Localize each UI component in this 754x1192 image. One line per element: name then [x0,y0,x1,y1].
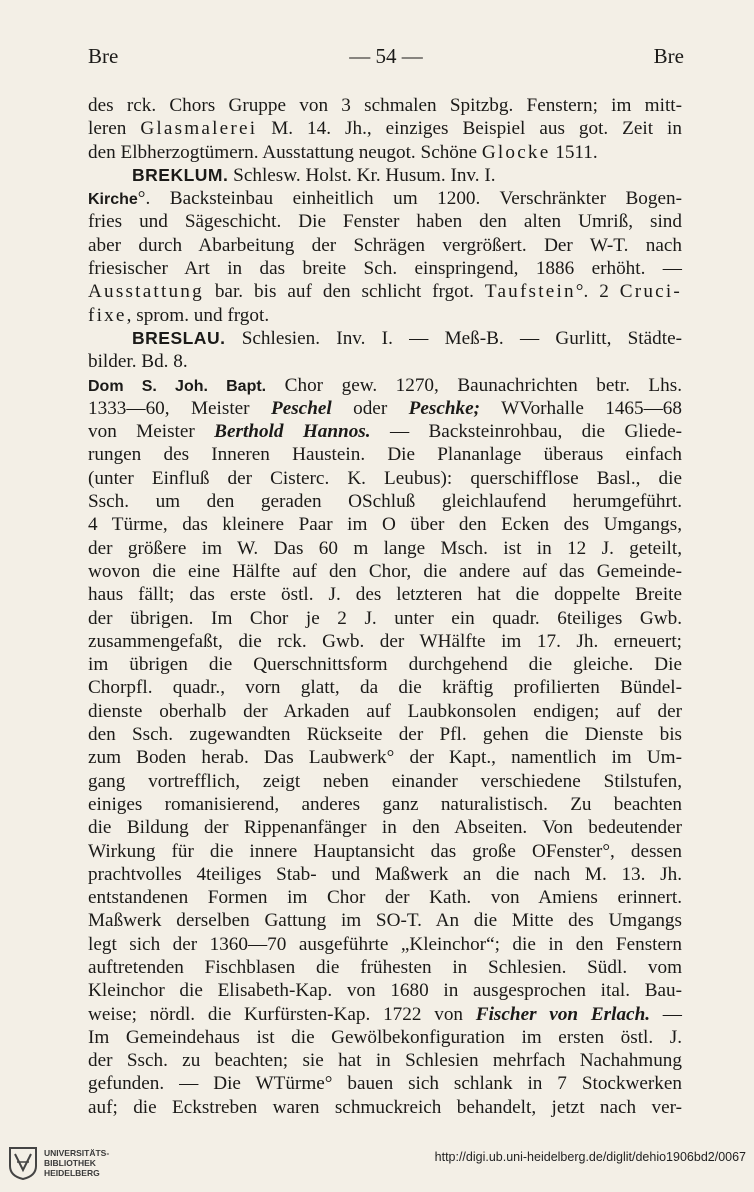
text-run: die Bildung der Rippenanfänger in den Abseiten. Von bedeutender [88,817,682,839]
text-run: (unter Einfluß der Cisterc. K. Leubus): querschifflose Basl., die [88,467,682,489]
text-run: Schlesw. Holst. Kr. Husum. Inv. I. [228,164,496,186]
text-line [88,863,682,886]
text-run: 1511. [550,141,598,163]
text-run: fries und Sägeschicht. Die Fenster haben den alten Umriß, sind [88,211,682,233]
spaced-term: Ausstattung [88,281,204,303]
text-run: , sprom. und frgot. [126,304,270,326]
text-line [88,257,682,280]
text-line [88,840,682,863]
text-line [88,117,682,140]
text-run: gang vortrefflich, zeigt neben einander verschiedene Stilstufen, [88,770,682,792]
text-run: M. 14. Jh., einziges Beispiel aus got. Zeit in [257,118,682,140]
spaced-term: Taufstein [484,281,576,303]
text-run: wovon die eine Hälfte auf den Chor, die andere auf das Gemeinde- [88,560,682,582]
artist-name: Berthold Hannos. [214,421,371,443]
text-run: weise; nördl. die Kurfürsten-Kap. 1722 von [88,1003,476,1025]
text-run: friesischer Art in das breite Sch. einspringend, 1886 erhöht. — [88,258,682,280]
text-run: rungen des Inneren Haustein. Die Plananlage überaus einfach [88,444,682,466]
text-line [88,1072,682,1095]
library-crest-icon [8,1146,38,1180]
text-line [88,723,682,746]
library-logo-text [44,1148,109,1178]
subentry-heading: Dom S. Joh. Bapt. [88,377,267,395]
text-run: des rck. Chors Gruppe von 3 schmalen Spitzbg. Fenstern; im mitt- [88,95,682,116]
text-run: Kleinchor die Elisabeth-Kap. von 1680 in ausgesprochen ital. Bau- [88,980,682,1002]
text-run: Maßwerk derselben Gattung im SO-T. An die Mitte des Umgangs [88,910,682,932]
spaced-term: Glasmalerei [140,118,258,140]
text-line [88,1003,682,1026]
text-run: der größere im W. Das 60 m lange Msch. ist in 12 J. geteilt, [88,537,682,559]
artist-name: Fischer von Erlach. [475,1003,651,1025]
text-line [88,583,682,606]
text-run: aber durch Abarbeitung der Schrägen vergrößert. Der W-T. nach [88,234,682,256]
artist-name: Peschke; [408,397,481,419]
text-line [88,816,682,839]
text-run: Wirkung für die innere Hauptansicht das große OFenster°, dessen [88,840,682,862]
text-line [88,630,682,653]
text-line [88,141,682,164]
running-head-left: Bre [88,44,119,68]
body-text [88,94,682,1119]
spaced-term: Cruci- [619,281,682,303]
text-line [88,793,682,816]
logo-line: HEIDELBERG [44,1168,100,1178]
text-run: Chorpfl. quadr., vorn glatt, da die kräftig profilierten Bündel- [88,677,682,699]
text-line [88,700,682,723]
page-footer [0,1130,754,1192]
text-line [88,187,682,210]
artist-name: Peschel [270,397,332,419]
text-run: WVorhalle 1465—68 [480,397,682,419]
text-run: 4 Türme, das kleinere Paar im O über den Ecken des Umgangs, [88,514,682,536]
text-run: °. Backsteinbau einheitlich um 1200. Verschränkter Bogen- [137,188,682,210]
text-run: Ssch. um den geraden OSchluß gleichlaufend herumgeführt. [88,491,682,513]
text-line [88,560,682,583]
text-line [88,94,682,117]
text-run: zum Boden herab. Das Laubwerk° der Kapt., namentlich im Um- [88,747,682,769]
text-line [88,490,682,513]
text-run: entstandenen Formen im Chor der Kath. von Amiens erinnert. [88,887,682,909]
page-number: — 54 — [349,44,423,68]
text-run: °. 2 [575,281,620,303]
text-run: oder [331,397,409,419]
running-head-right: Bre [653,44,684,68]
text-line [88,537,682,560]
logo-line: BIBLIOTHEK [44,1158,96,1168]
text-run: der Ssch. zu beachten; sie hat in Schlesien mehrfach Nachahmung [88,1050,682,1072]
text-run: Im Gemeindehaus ist die Gewölbekonfiguration im ersten östl. J. [88,1026,682,1048]
text-line [88,979,682,1002]
text-run: von Meister [88,421,215,443]
text-run: dienste oberhalb der Arkaden auf Laubkonsolen endigen; auf der [88,700,682,722]
text-line [88,397,682,420]
library-logo [8,1144,118,1184]
text-run: zusammengefaßt, die rck. Gwb. der WHälfte im 17. Jh. erneuert; [88,630,682,652]
text-line [88,374,682,397]
text-run: legt sich der 1360—70 ausgeführte „Kleinchor“; die in den Fenstern [88,933,682,955]
text-line [88,304,682,327]
text-line [88,443,682,466]
text-line [88,1096,682,1119]
text-line [88,210,682,233]
entry-heading: BRESLAU. [132,327,226,348]
text-run: auftretenden Fischblasen die frühesten in Schlesien. Südl. vom [88,956,682,978]
text-line [88,234,682,257]
text-run: auf; die Eckstreben waren schmuckreich behandelt, jetzt nach ver- [88,1096,682,1118]
source-url-link[interactable]: http://digi.ub.uni-heidelberg.de/diglit/dehio1906bd2/0067 [434,1150,746,1164]
running-head [88,44,684,74]
text-run: 1333—60, Meister [88,397,271,419]
text-line [88,909,682,932]
text-line [88,467,682,490]
text-run: bilder. Bd. 8. [88,351,188,373]
text-line [88,350,682,373]
text-run: — Backsteinrohbau, die Gliede- [370,421,682,443]
text-line [88,770,682,793]
text-line [88,1049,682,1072]
text-run: den Ssch. zugewandten Rückseite der Pfl. gehen die Dienste bis [88,724,682,746]
text-line [88,420,682,443]
text-run: Chor gew. 1270, Baunachrichten betr. Lhs. [266,374,682,396]
text-run: haus fällt; das erste östl. J. des letzteren hat die doppelte Breite [88,584,682,606]
spaced-term: fixe [88,304,127,326]
entry-heading: BREKLUM. [132,164,229,185]
text-run: im übrigen die Querschnittsform durchgehend die gleiche. Die [88,654,682,676]
text-line [88,886,682,909]
text-run: prachtvolles 4teiliges Stab- und Maßwerk an die nach M. 13. Jh. [88,863,682,885]
text-line [88,327,682,350]
text-line [88,933,682,956]
text-run: gefunden. — Die WTürme° bauen sich schlank in 7 Stockwerken [88,1073,682,1095]
text-run: — [650,1003,682,1025]
text-line [88,513,682,536]
text-line [88,164,682,187]
text-run: der übrigen. Im Chor je 2 J. unter ein quadr. 6teiliges Gwb. [88,607,682,629]
text-run: den Elbherzogtümern. Ausstattung neugot. Schöne [88,141,482,163]
text-line [88,607,682,630]
text-line [88,280,682,303]
spaced-term: Glocke [481,141,551,163]
text-line [88,956,682,979]
text-run: Schlesien. Inv. I. — Meß-B. — Gurlitt, Städte- [225,327,682,349]
subentry-heading: Kirche [88,191,138,209]
text-run: einiges romanisierend, anderes ganz naturalistisch. Zu beachten [88,793,682,815]
logo-line: UNIVERSITÄTS- [44,1148,110,1158]
text-line [88,653,682,676]
text-run: bar. bis auf den schlicht frgot. [203,281,485,303]
text-line [88,746,682,769]
text-line [88,1026,682,1049]
text-line [88,676,682,699]
text-run: leren [88,118,141,140]
